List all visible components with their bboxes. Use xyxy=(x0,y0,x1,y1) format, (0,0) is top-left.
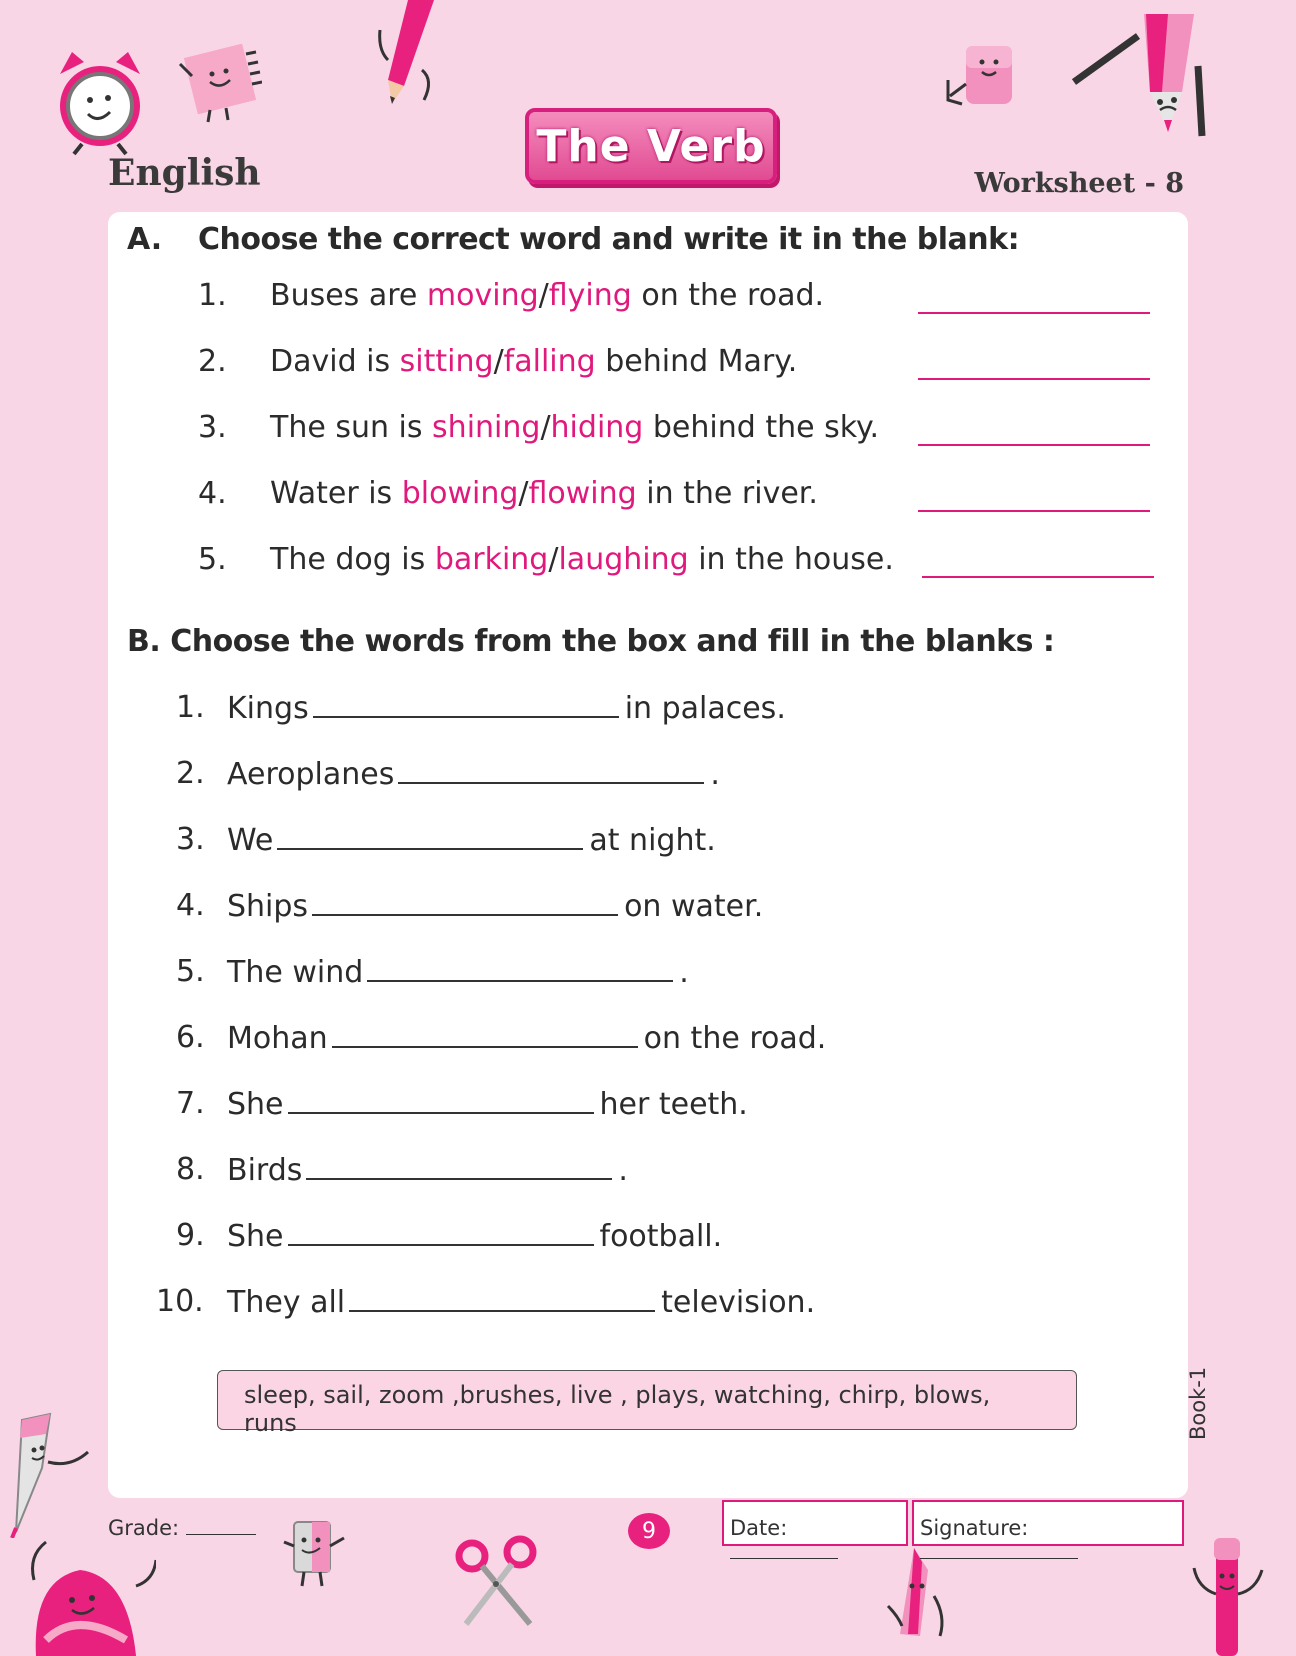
section-b-item-number: 1. xyxy=(176,690,205,725)
sentence-end: on water. xyxy=(624,889,764,924)
sentence-start: Mohan xyxy=(227,1021,328,1056)
section-b-item xyxy=(227,822,716,858)
option-separator: / xyxy=(548,542,559,577)
option-separator: / xyxy=(540,410,551,445)
sentence-end: in palaces. xyxy=(624,691,786,726)
signature-field xyxy=(912,1500,1184,1546)
ruler-character-icon xyxy=(8,1408,92,1538)
worksheet-number: Worksheet - 8 xyxy=(974,168,1184,199)
sentence-start: The wind xyxy=(227,955,364,990)
section-b-item-number: 6. xyxy=(176,1020,205,1055)
section-a-item-number: 3. xyxy=(198,410,227,445)
section-b-item xyxy=(227,888,763,924)
fill-blank[interactable] xyxy=(277,822,583,850)
sentence-start: Aeroplanes xyxy=(227,757,395,792)
section-a-item xyxy=(270,278,824,313)
section-b-item xyxy=(227,954,689,990)
subject-label: English xyxy=(108,152,261,194)
answer-blank[interactable] xyxy=(918,510,1150,512)
option-separator: / xyxy=(538,278,549,313)
sentence-start: Ships xyxy=(227,889,309,924)
sentence-start: Buses are xyxy=(270,278,418,313)
sentence-end: television. xyxy=(661,1285,816,1320)
option-2: flying xyxy=(548,278,632,313)
pencil-icon xyxy=(378,0,448,110)
fill-blank[interactable] xyxy=(332,1020,638,1048)
sentence-start: She xyxy=(227,1219,284,1254)
option-separator: / xyxy=(493,344,504,379)
section-b-instruction xyxy=(127,624,1054,659)
fill-blank[interactable] xyxy=(349,1284,655,1312)
section-a-instruction: Choose the correct word and write it in the blank: xyxy=(198,222,1020,257)
section-b-item xyxy=(227,1086,748,1122)
section-b-instruction-text: Choose the words from the box and fill in the blanks : xyxy=(170,624,1055,659)
section-a-item-number: 5. xyxy=(198,542,227,577)
worksheet-title: The Verb xyxy=(525,108,777,184)
answer-blank[interactable] xyxy=(922,576,1154,578)
eraser-icon xyxy=(944,40,1026,120)
date-field xyxy=(722,1500,908,1546)
sharpener-character-icon xyxy=(282,1516,346,1588)
pencil-character-icon xyxy=(1072,6,1212,140)
sentence-end: behind Mary. xyxy=(605,344,798,379)
section-b-item-number: 4. xyxy=(176,888,205,923)
sentence-end: on the road. xyxy=(643,1021,827,1056)
option-1: blowing xyxy=(401,476,519,511)
date-blank[interactable] xyxy=(730,1540,838,1559)
sentence-end: . xyxy=(618,1153,628,1188)
option-2: falling xyxy=(503,344,596,379)
sentence-end: at night. xyxy=(589,823,716,858)
section-b-item-number: 8. xyxy=(176,1152,205,1187)
page-number: 9 xyxy=(628,1513,670,1549)
sentence-start: The dog is xyxy=(270,542,426,577)
section-b-item xyxy=(227,756,720,792)
option-1: shining xyxy=(432,410,541,445)
sentence-start: David is xyxy=(270,344,391,379)
section-b-item xyxy=(227,1218,722,1254)
sentence-end: on the road. xyxy=(641,278,825,313)
fill-blank[interactable] xyxy=(367,954,673,982)
answer-blank[interactable] xyxy=(918,444,1150,446)
date-label: Date: xyxy=(730,1516,788,1540)
sentence-start: The sun is xyxy=(270,410,423,445)
word-box: sleep, sail, zoom ,brushes, live , plays, watching, chirp, blows, runs xyxy=(217,1370,1077,1430)
bag-character-icon xyxy=(16,1520,156,1656)
section-b-letter: B. xyxy=(127,624,161,659)
sentence-start: Birds xyxy=(227,1153,303,1188)
answer-blank[interactable] xyxy=(918,378,1150,380)
sentence-start: We xyxy=(227,823,274,858)
option-1: barking xyxy=(434,542,549,577)
answer-blank[interactable] xyxy=(918,312,1150,314)
section-a-item-number: 2. xyxy=(198,344,227,379)
notebook-icon xyxy=(176,44,262,124)
option-2: hiding xyxy=(550,410,644,445)
sentence-start: Kings xyxy=(227,691,309,726)
option-2: laughing xyxy=(558,542,689,577)
section-a-item xyxy=(270,344,797,379)
fill-blank[interactable] xyxy=(312,888,618,916)
option-1: moving xyxy=(426,278,539,313)
grade-field xyxy=(108,1516,256,1540)
section-a-item xyxy=(270,542,894,577)
sentence-end: in the river. xyxy=(646,476,818,511)
section-b-item xyxy=(227,1020,826,1056)
sentence-start: Water is xyxy=(270,476,393,511)
fill-blank[interactable] xyxy=(306,1152,612,1180)
section-b-item-number: 9. xyxy=(176,1218,205,1253)
section-b-item-number: 10. xyxy=(156,1284,204,1319)
sentence-end: in the house. xyxy=(698,542,894,577)
scissors-icon xyxy=(454,1534,540,1626)
section-b-item xyxy=(227,1152,628,1188)
sentence-end: football. xyxy=(599,1219,723,1254)
sentence-end: . xyxy=(710,757,720,792)
option-separator: / xyxy=(518,476,529,511)
option-1: sitting xyxy=(399,344,494,379)
signature-blank[interactable] xyxy=(920,1540,1078,1559)
section-a-letter: A. xyxy=(127,222,163,257)
section-b-item-number: 3. xyxy=(176,822,205,857)
section-a-item xyxy=(270,476,818,511)
fill-blank[interactable] xyxy=(398,756,704,784)
sentence-end: . xyxy=(679,955,689,990)
signature-label: Signature: xyxy=(920,1516,1029,1540)
section-b-item-number: 7. xyxy=(176,1086,205,1121)
sentence-end: behind the sky. xyxy=(652,410,880,445)
pen-character-icon xyxy=(1192,1534,1268,1656)
option-2: flowing xyxy=(528,476,637,511)
grade-label: Grade: xyxy=(108,1516,180,1540)
section-b-item-number: 5. xyxy=(176,954,205,989)
sentence-start: She xyxy=(227,1087,284,1122)
section-a-item xyxy=(270,410,879,445)
grade-blank[interactable] xyxy=(186,1516,256,1535)
sentence-end: her teeth. xyxy=(599,1087,748,1122)
section-a-item-number: 1. xyxy=(198,278,227,313)
alarm-clock-icon xyxy=(52,44,148,156)
book-label: Book-1 xyxy=(1186,1366,1210,1440)
sentence-start: They all xyxy=(227,1285,346,1320)
fill-blank[interactable] xyxy=(288,1086,594,1114)
section-b-item-number: 2. xyxy=(176,756,205,791)
fill-blank[interactable] xyxy=(288,1218,594,1246)
section-b-item xyxy=(227,690,786,726)
section-a-item-number: 4. xyxy=(198,476,227,511)
fill-blank[interactable] xyxy=(313,690,619,718)
section-b-item xyxy=(227,1284,815,1320)
